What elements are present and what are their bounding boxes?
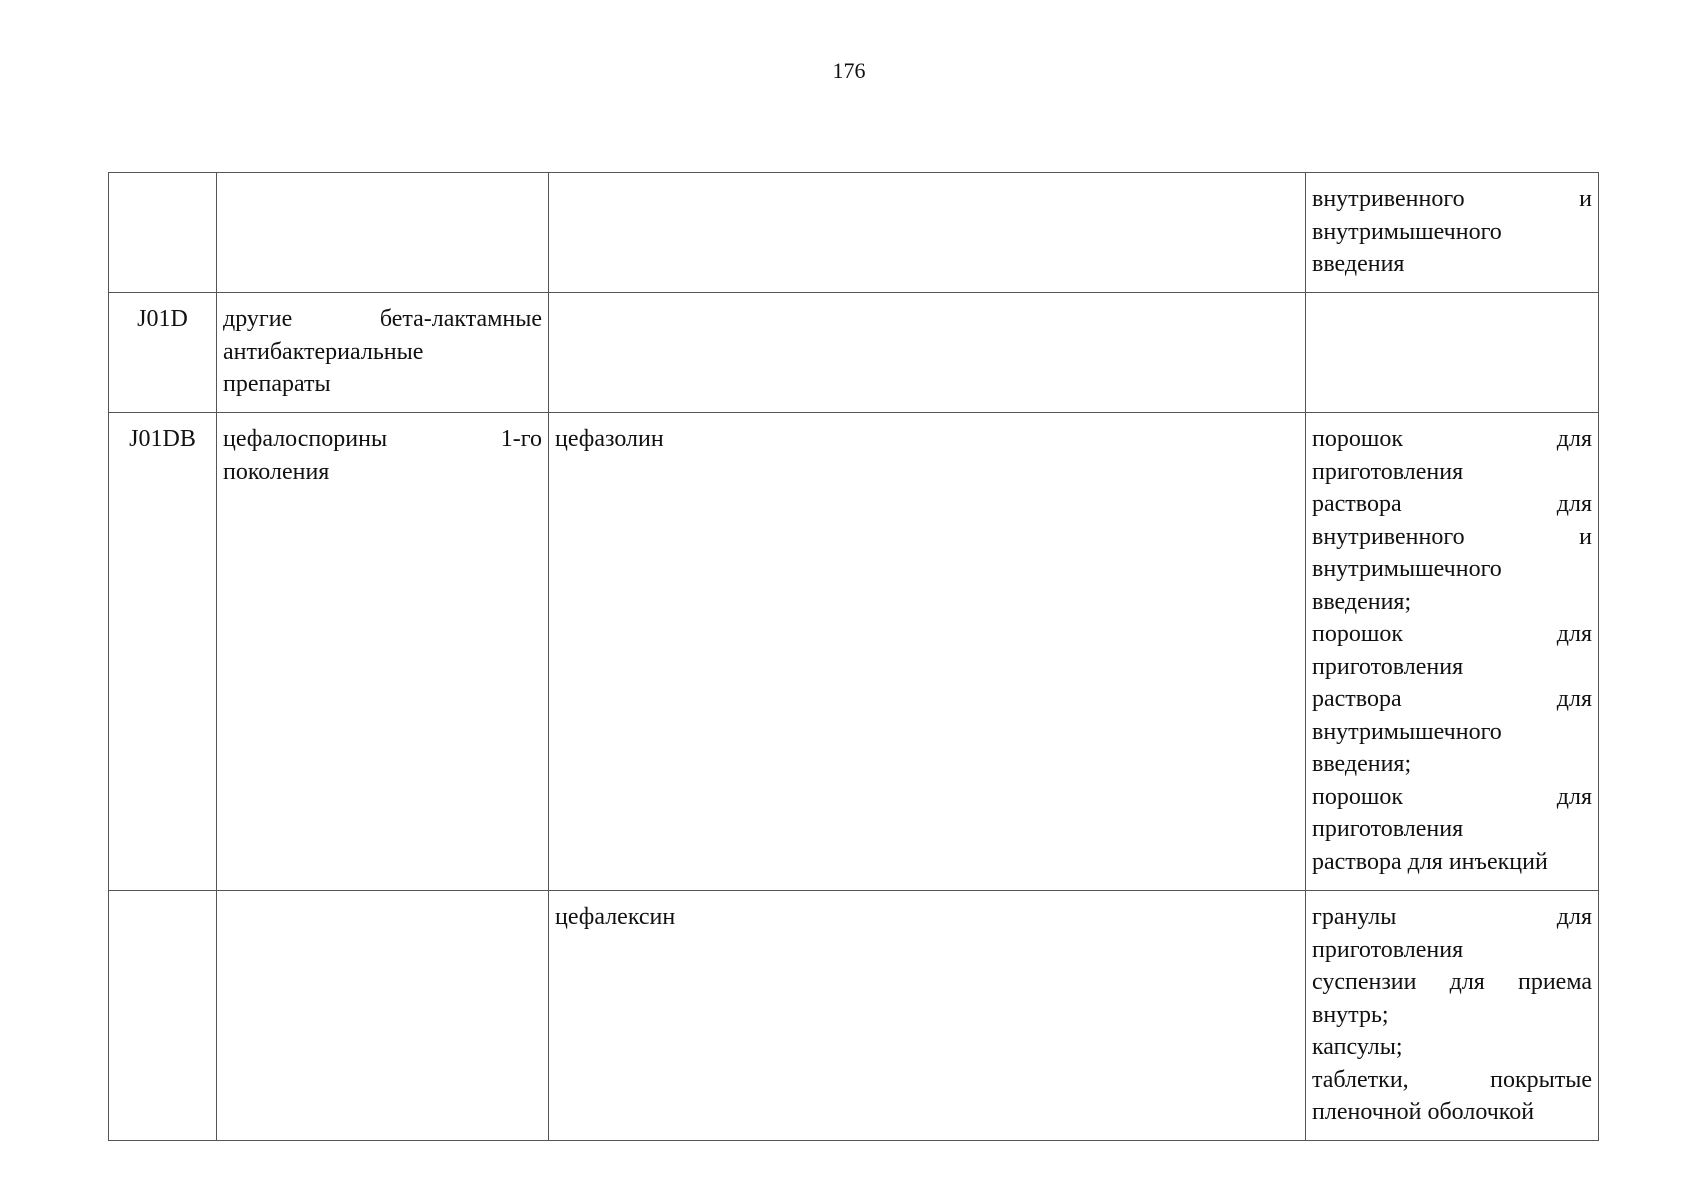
cell-text-line: внутримышечного	[1312, 218, 1502, 245]
cell-text-line: порошок для	[1312, 783, 1592, 810]
cell-text-line: другие бета-лактамные	[223, 306, 542, 332]
cell-text-line: приготовления	[1312, 936, 1464, 963]
table-row	[109, 293, 1599, 413]
cell-text-line: антибактериальные	[223, 338, 424, 365]
table-row	[109, 413, 1599, 891]
cell-text-line: приготовления	[1312, 458, 1464, 485]
dosage-form-cell	[1306, 173, 1599, 293]
cell-text-line: приготовления	[1312, 816, 1464, 842]
cell-text-line: пленочной оболочкой	[1312, 1099, 1535, 1125]
atc-code-cell	[109, 891, 217, 1141]
cell-text-line: внутривенного и	[1312, 186, 1592, 212]
cell-text-line: гранулы для	[1312, 904, 1592, 930]
dosage-form-cell	[1306, 891, 1599, 1141]
cell-text-line: порошок для	[1312, 621, 1592, 647]
cell-text-line: приготовления	[1312, 653, 1464, 680]
atc-code-cell: J01DB	[109, 413, 217, 891]
drug-cell: цефазолин	[549, 413, 1306, 891]
group-cell	[217, 293, 549, 413]
drug-cell	[549, 173, 1306, 293]
cell-text-line: введения;	[1312, 588, 1412, 615]
drug-table	[108, 172, 1599, 1141]
cell-text-line: цефалоспорины 1-го	[223, 426, 542, 452]
page-number: 176	[832, 58, 866, 83]
cell-text-line: раствора для	[1312, 491, 1592, 517]
dosage-form-cell	[1306, 413, 1599, 891]
cell-text-line: раствора для инъекций	[1312, 848, 1548, 875]
drug-cell: цефалексин	[549, 891, 1306, 1141]
group-cell	[217, 413, 549, 891]
cell-text-line: внутрь;	[1312, 1001, 1389, 1028]
cell-text-line: введения;	[1312, 751, 1412, 777]
cell-text-line: внутримышечного	[1312, 556, 1502, 582]
cell-text-line: таблетки, покрытые	[1312, 1066, 1592, 1093]
atc-code-cell	[109, 173, 217, 293]
dosage-form-cell	[1306, 293, 1599, 413]
table-row	[109, 891, 1599, 1141]
cell-text-line: препараты	[223, 371, 331, 397]
cell-text-line: введения	[1312, 251, 1405, 277]
cell-text-line: порошок для	[1312, 426, 1592, 452]
group-cell	[217, 173, 549, 293]
cell-text-line: суспензии для приема	[1312, 969, 1592, 995]
group-cell	[217, 891, 549, 1141]
cell-text-line: внутривенного и	[1312, 523, 1592, 550]
drug-cell	[549, 293, 1306, 413]
atc-code-cell: J01D	[109, 293, 217, 413]
cell-text-line: капсулы;	[1312, 1034, 1403, 1060]
cell-text-line: поколения	[223, 458, 330, 485]
cell-text-line: раствора для	[1312, 686, 1592, 712]
table-row	[109, 173, 1599, 293]
cell-text-line: внутримышечного	[1312, 718, 1502, 745]
